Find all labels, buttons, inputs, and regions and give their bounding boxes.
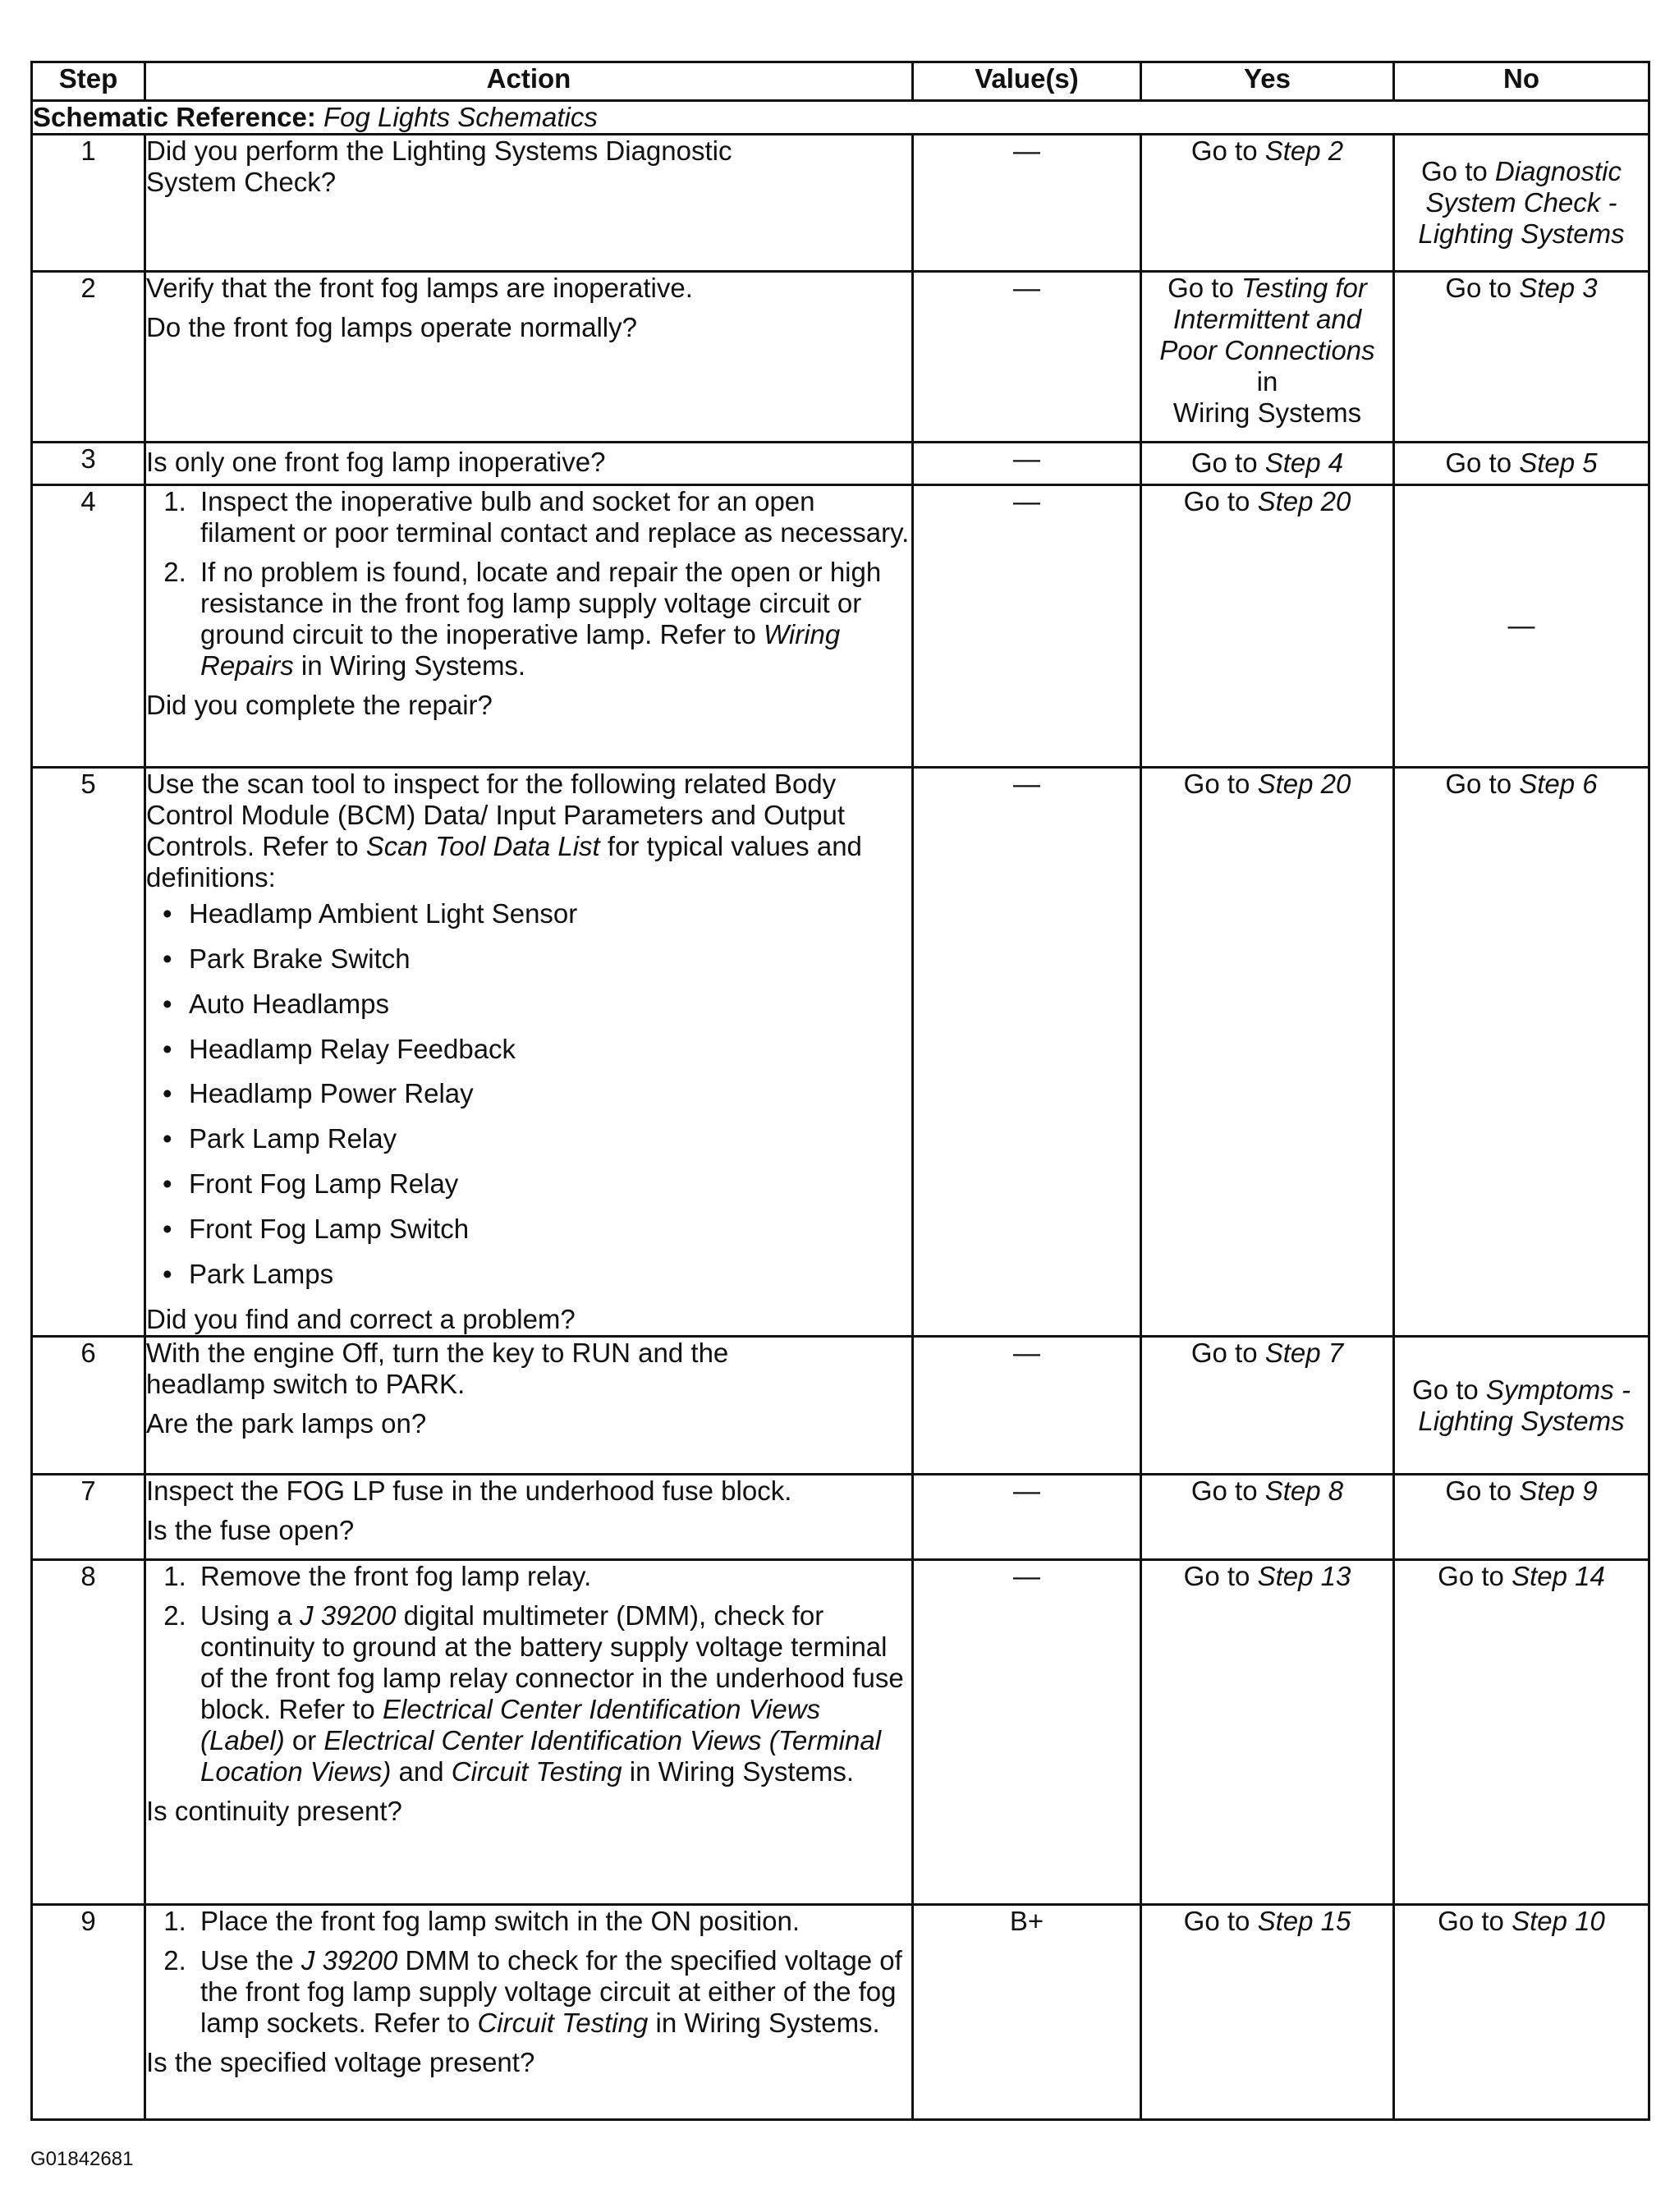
parameter-list bbox=[146, 898, 911, 1290]
yes-cell bbox=[1141, 1905, 1394, 2120]
reference-link[interactable]: Scan Tool Data List bbox=[365, 830, 600, 861]
yes-suffix: in bbox=[1256, 365, 1278, 397]
list-item bbox=[163, 1123, 911, 1154]
list-item bbox=[163, 897, 911, 929]
no-cell bbox=[1394, 1905, 1649, 2120]
value-dash: — bbox=[1013, 135, 1040, 166]
action-instruction: Verify that the front fog lamps are inoperative. bbox=[146, 272, 693, 303]
action-question: Is only one front fog lamp inoperative? bbox=[146, 446, 606, 477]
tool-reference: J 39200 bbox=[300, 1945, 398, 1976]
no-link[interactable]: Diagnostic System Check - Lighting Systems bbox=[1418, 156, 1625, 249]
list-item-label: Park Brake Switch bbox=[189, 943, 411, 974]
yes-prefix: Go to bbox=[1190, 135, 1265, 166]
step-number: 9 bbox=[32, 1905, 145, 2120]
list-item bbox=[163, 1078, 911, 1109]
value-cell bbox=[913, 1475, 1141, 1560]
action-cell bbox=[145, 271, 913, 442]
action-cell bbox=[145, 767, 913, 1336]
no-cell bbox=[1394, 767, 1649, 1336]
action-cell bbox=[145, 1475, 913, 1560]
action-steps bbox=[146, 486, 911, 681]
bullet-icon: • bbox=[163, 1033, 172, 1064]
list-item bbox=[163, 1168, 911, 1200]
action-instruction: Inspect the FOG LP fuse in the underhood fuse block. bbox=[146, 1475, 792, 1507]
no-cell bbox=[1394, 1560, 1649, 1905]
reference-link[interactable]: Wiring Repairs bbox=[200, 618, 841, 681]
list-item bbox=[163, 1214, 911, 1245]
figure-id: G01842681 bbox=[30, 2148, 134, 2170]
yes-prefix: Go to bbox=[1183, 485, 1258, 516]
action-text: and bbox=[391, 1755, 452, 1787]
table-row bbox=[32, 1905, 1649, 2120]
yes-link[interactable]: Step 20 bbox=[1257, 768, 1351, 799]
action-text: Use the scan tool to inspect for the following related Body Control Module (BCM) Data/ Input Parameters and Output Controls. Refer to bbox=[146, 768, 846, 861]
yes-prefix: Go to bbox=[1183, 1561, 1258, 1592]
action-question: Do the front fog lamps operate normally? bbox=[146, 311, 637, 342]
action-question: Did you perform the Lighting Systems Diagnostic System Check? bbox=[146, 135, 732, 197]
value-cell bbox=[913, 1337, 1141, 1475]
value-cell bbox=[913, 484, 1141, 767]
value-cell bbox=[913, 1560, 1141, 1905]
table-row bbox=[32, 484, 1649, 767]
value-dash: — bbox=[1013, 443, 1040, 474]
tool-reference: J 39200 bbox=[300, 1600, 397, 1631]
list-item-label: Park Lamps bbox=[189, 1259, 334, 1290]
schematic-reference-label: Schematic Reference: bbox=[33, 102, 316, 132]
header-yes: Yes bbox=[1141, 62, 1394, 101]
step-number: 2 bbox=[32, 271, 145, 442]
no-prefix: Go to bbox=[1421, 156, 1495, 187]
value-dash: — bbox=[1013, 1561, 1040, 1592]
no-prefix: Go to bbox=[1445, 272, 1520, 303]
no-cell bbox=[1394, 271, 1649, 442]
action-step-item: 1. Place the front fog lamp switch in the ON position. bbox=[194, 1906, 911, 1937]
schematic-reference bbox=[32, 101, 1649, 135]
value-dash: — bbox=[1013, 1475, 1040, 1507]
list-item bbox=[163, 1033, 911, 1065]
bullet-icon: • bbox=[163, 1259, 172, 1290]
yes-link[interactable]: Step 15 bbox=[1257, 1906, 1351, 1937]
yes-prefix: Go to bbox=[1183, 768, 1258, 799]
action-question: Did you complete the repair? bbox=[146, 689, 493, 720]
header-values: Value(s) bbox=[913, 62, 1141, 101]
list-item-label: Headlamp Ambient Light Sensor bbox=[189, 897, 578, 929]
table-row bbox=[32, 442, 1649, 484]
bullet-icon: • bbox=[163, 1214, 172, 1245]
schematic-reference-link[interactable]: Fog Lights Schematics bbox=[323, 102, 598, 132]
action-question: Did you find and correct a problem? bbox=[146, 1304, 576, 1335]
value-cell bbox=[913, 442, 1141, 484]
step-number: 1 bbox=[32, 134, 145, 271]
action-text: Use the bbox=[200, 1945, 301, 1976]
no-dash: — bbox=[1507, 610, 1535, 641]
yes-suffix-2: Wiring Systems bbox=[1172, 397, 1362, 428]
header-step: Step bbox=[32, 62, 145, 101]
reference-link[interactable]: Circuit Testing bbox=[451, 1755, 622, 1787]
yes-link[interactable]: Step 20 bbox=[1257, 485, 1351, 516]
no-link[interactable]: Step 6 bbox=[1519, 768, 1598, 799]
yes-prefix: Go to bbox=[1190, 1475, 1265, 1507]
reference-link[interactable]: Electrical Center Identification Views (Label) bbox=[200, 1693, 821, 1755]
bullet-icon: • bbox=[163, 1123, 172, 1154]
no-link[interactable]: Step 5 bbox=[1519, 447, 1598, 479]
yes-cell bbox=[1141, 442, 1394, 484]
action-instruction: With the engine Off, turn the key to RUN and the headlamp switch to PARK. bbox=[146, 1338, 729, 1399]
yes-link[interactable]: Step 8 bbox=[1264, 1475, 1344, 1507]
no-link[interactable]: Step 14 bbox=[1512, 1561, 1605, 1592]
yes-cell bbox=[1141, 767, 1394, 1336]
action-instruction bbox=[146, 769, 911, 893]
value-dash: — bbox=[1013, 1338, 1040, 1369]
no-link[interactable]: Step 3 bbox=[1519, 272, 1598, 303]
action-text: or bbox=[284, 1724, 324, 1755]
no-link[interactable]: Symptoms - Lighting Systems bbox=[1418, 1374, 1631, 1436]
header-action: Action bbox=[145, 62, 913, 101]
action-step-item: 1. Remove the front fog lamp relay. bbox=[194, 1561, 911, 1592]
action-cell bbox=[145, 1337, 913, 1475]
header-no: No bbox=[1394, 62, 1649, 101]
action-cell bbox=[145, 134, 913, 271]
action-cell bbox=[145, 1560, 913, 1905]
bullet-icon: • bbox=[163, 897, 172, 929]
yes-cell bbox=[1141, 1337, 1394, 1475]
action-text: Using a bbox=[200, 1600, 300, 1631]
yes-prefix: Go to bbox=[1168, 272, 1241, 303]
action-steps bbox=[146, 1561, 911, 1787]
list-item-label: Headlamp Relay Feedback bbox=[189, 1033, 516, 1064]
no-cell bbox=[1394, 1337, 1649, 1475]
bullet-icon: • bbox=[163, 1168, 172, 1200]
action-text: in Wiring Systems. bbox=[622, 1755, 855, 1787]
list-item-label: Front Fog Lamp Switch bbox=[189, 1214, 470, 1245]
list-item-label: Front Fog Lamp Relay bbox=[189, 1168, 459, 1200]
no-link[interactable]: Step 9 bbox=[1519, 1475, 1598, 1507]
yes-link[interactable]: Step 13 bbox=[1257, 1561, 1351, 1592]
step-number: 4 bbox=[32, 484, 145, 767]
step-number: 8 bbox=[32, 1560, 145, 1905]
action-step-item bbox=[194, 1945, 911, 2039]
yes-cell bbox=[1141, 271, 1394, 442]
value-cell bbox=[913, 1905, 1141, 2120]
action-question: Is the specified voltage present? bbox=[146, 2046, 535, 2077]
action-text: digital multimeter (DMM), check for continuity to ground at the battery supply voltage terminal of the front fog lamp relay connector in the underhood fuse block. Refer to bbox=[200, 1600, 904, 1724]
table-row bbox=[32, 1475, 1649, 1560]
value-cell bbox=[913, 134, 1141, 271]
no-prefix: Go to bbox=[1445, 447, 1520, 479]
reference-link[interactable]: Circuit Testing bbox=[477, 2007, 649, 2038]
action-text: in Wiring Systems. bbox=[293, 649, 526, 681]
value-dash: — bbox=[1013, 768, 1040, 799]
yes-prefix: Go to bbox=[1190, 1338, 1265, 1369]
yes-prefix: Go to bbox=[1190, 447, 1265, 479]
yes-link[interactable]: Step 2 bbox=[1264, 135, 1344, 166]
step-number: 6 bbox=[32, 1337, 145, 1475]
header-row bbox=[32, 62, 1649, 101]
action-question: Are the park lamps on? bbox=[146, 1407, 427, 1439]
action-question: Is the fuse open? bbox=[146, 1515, 355, 1545]
action-cell bbox=[145, 1905, 913, 2120]
bullet-icon: • bbox=[163, 943, 172, 974]
action-steps bbox=[146, 1906, 911, 2039]
yes-cell bbox=[1141, 1560, 1394, 1905]
reference-link[interactable]: Electrical Center Identification Views (Terminal Location Views) bbox=[200, 1724, 882, 1787]
action-question: Is continuity present? bbox=[146, 1795, 402, 1826]
yes-cell bbox=[1141, 1475, 1394, 1560]
bullet-icon: • bbox=[163, 988, 172, 1019]
value-cell bbox=[913, 271, 1141, 442]
no-prefix: Go to bbox=[1445, 1475, 1520, 1507]
no-cell bbox=[1394, 1475, 1649, 1560]
yes-link[interactable]: Step 4 bbox=[1264, 447, 1344, 479]
list-item bbox=[163, 988, 911, 1020]
list-item-label: Headlamp Power Relay bbox=[189, 1078, 474, 1109]
action-text: for typical values and definitions: bbox=[146, 830, 862, 893]
action-step-item bbox=[194, 557, 911, 681]
list-item-label: Auto Headlamps bbox=[189, 988, 389, 1019]
table-row bbox=[32, 1560, 1649, 1905]
value-dash: — bbox=[1013, 272, 1040, 303]
no-prefix: Go to bbox=[1438, 1561, 1512, 1592]
schematic-reference-row bbox=[32, 101, 1649, 135]
no-prefix: Go to bbox=[1412, 1374, 1486, 1405]
table-row bbox=[32, 271, 1649, 442]
list-item bbox=[163, 1259, 911, 1290]
action-step-item bbox=[194, 1600, 911, 1787]
list-item-label: Park Lamp Relay bbox=[189, 1123, 397, 1154]
yes-cell bbox=[1141, 134, 1394, 271]
diagnostic-table bbox=[30, 61, 1650, 2121]
yes-link[interactable]: Step 7 bbox=[1264, 1338, 1344, 1369]
yes-link[interactable]: Testing for Intermittent and Poor Connections bbox=[1159, 272, 1375, 365]
no-prefix: Go to bbox=[1445, 768, 1520, 799]
no-link[interactable]: Step 10 bbox=[1512, 1906, 1605, 1937]
bullet-icon: • bbox=[163, 1078, 172, 1109]
no-cell bbox=[1394, 484, 1649, 767]
value-dash: — bbox=[1013, 485, 1040, 516]
yes-cell bbox=[1141, 484, 1394, 767]
action-step-item: 1. Inspect the inoperative bulb and socket for an open filament or poor terminal contact and replace as necessary. bbox=[194, 486, 911, 548]
step-number: 7 bbox=[32, 1475, 145, 1560]
step-number: 3 bbox=[32, 442, 145, 484]
step-number: 5 bbox=[32, 767, 145, 1336]
no-prefix: Go to bbox=[1438, 1906, 1512, 1937]
yes-prefix: Go to bbox=[1183, 1906, 1258, 1937]
no-cell bbox=[1394, 442, 1649, 484]
table-row bbox=[32, 1337, 1649, 1475]
table-row bbox=[32, 767, 1649, 1336]
list-item bbox=[163, 943, 911, 975]
value-cell bbox=[913, 767, 1141, 1336]
table-row bbox=[32, 134, 1649, 271]
action-text: DMM to check for the specified voltage of the front fog lamp supply voltage circuit at either of the fog lamp sockets. Refer to bbox=[200, 1945, 902, 2038]
action-text: If no problem is found, locate and repair the open or high resistance in the front fog lamp supply voltage circuit or ground circuit to the inoperative lamp. Refer to bbox=[200, 556, 882, 649]
action-cell bbox=[145, 442, 913, 484]
no-cell bbox=[1394, 134, 1649, 271]
action-text: in Wiring Systems. bbox=[648, 2007, 880, 2038]
action-cell bbox=[145, 484, 913, 767]
value-text: B+ bbox=[1009, 1906, 1044, 1937]
